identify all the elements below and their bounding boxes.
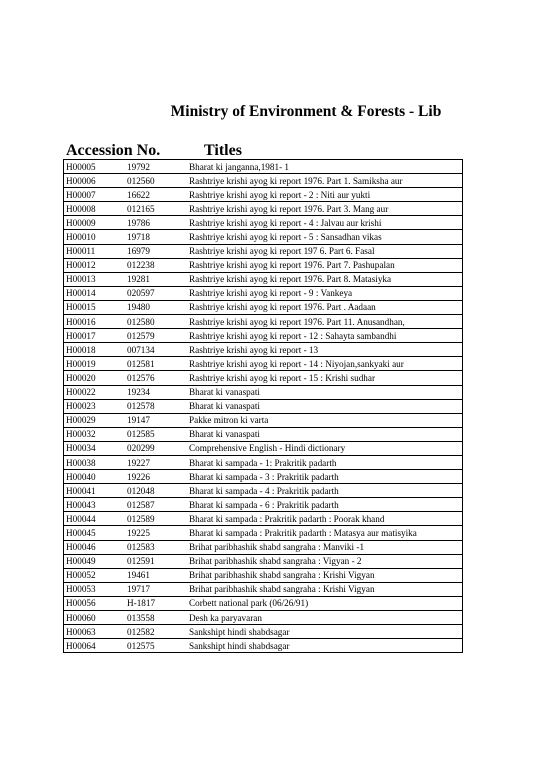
table-row — [64, 639, 463, 653]
table-row — [64, 160, 463, 174]
record-title: Rashtriye krishi ayog ki report - 13 — [183, 343, 463, 357]
record-code: H00064 — [64, 639, 125, 653]
record-code: H00017 — [64, 329, 125, 343]
accession-number: 19234 — [124, 385, 183, 399]
table-row — [64, 399, 463, 413]
accession-number: 19480 — [124, 300, 183, 314]
record-code: H00005 — [64, 160, 125, 174]
table-row — [64, 413, 463, 427]
table-row — [64, 484, 463, 498]
record-title: Bharat ki vanaspati — [183, 385, 463, 399]
table-row — [64, 315, 463, 329]
record-code: H00041 — [64, 484, 125, 498]
record-title: Rashtriye krishi ayog ki report 1976. Part 8. Matasiyka — [183, 272, 463, 286]
table-row — [64, 498, 463, 512]
accession-number: 16979 — [124, 244, 183, 258]
record-code: H00011 — [64, 244, 125, 258]
record-code: H00010 — [64, 230, 125, 244]
record-code: H00008 — [64, 202, 125, 216]
accession-number: 020299 — [124, 441, 183, 455]
accession-number: 012583 — [124, 540, 183, 554]
accession-number: 19147 — [124, 413, 183, 427]
record-code: H00020 — [64, 371, 125, 385]
accession-number: 19227 — [124, 455, 183, 469]
accession-number: 012578 — [124, 399, 183, 413]
table-row — [64, 357, 463, 371]
accession-number: 012589 — [124, 512, 183, 526]
record-code: H00046 — [64, 540, 125, 554]
table-row — [64, 526, 463, 540]
record-title: Rashtriye krishi ayog ki report - 14 : Niyojan,sankyaki aur — [183, 357, 463, 371]
record-title: Rashtriye krishi ayog ki report 1976. Part 7. Pashupalan — [183, 258, 463, 272]
table-row — [64, 371, 463, 385]
record-code: H00015 — [64, 300, 125, 314]
accession-number: 012576 — [124, 371, 183, 385]
table-row — [64, 441, 463, 455]
record-code: H00007 — [64, 188, 125, 202]
accession-number: 012579 — [124, 329, 183, 343]
accession-number: 007134 — [124, 343, 183, 357]
record-title: Rashtriye krishi ayog ki report - 5 : Sansadhan vikas — [183, 230, 463, 244]
record-title: Bharat ki sampada : Prakritik padarth : Poorak khand — [183, 512, 463, 526]
table-row — [64, 300, 463, 314]
table-row — [64, 427, 463, 441]
record-code: H00018 — [64, 343, 125, 357]
record-title: Rashtriye krishi ayog ki report - 4 : Jalvau aur krishi — [183, 216, 463, 230]
titles-header: Titles — [204, 142, 242, 159]
table-row — [64, 512, 463, 526]
record-title: Rashtriye krishi ayog ki report - 12 : Sahayta sambandhi — [183, 329, 463, 343]
record-title: Sankshipt hindi shabdsagar — [183, 639, 463, 653]
record-title: Bharat ki sampada - 6 : Prakritik padarth — [183, 498, 463, 512]
accession-number: 19717 — [124, 582, 183, 596]
record-title: Brihat paribhashik shabd sangraha : Vigyan - 2 — [183, 554, 463, 568]
record-title: Bharat ki sampada - 4 : Prakritik padarth — [183, 484, 463, 498]
record-code: H00053 — [64, 582, 125, 596]
record-title: Rashtriye krishi ayog ki report 1976. Part 3. Mang aur — [183, 202, 463, 216]
record-code: H00029 — [64, 413, 125, 427]
accession-number: 19792 — [124, 160, 183, 174]
record-code: H00044 — [64, 512, 125, 526]
record-code: H00006 — [64, 174, 125, 188]
accession-number: 012580 — [124, 315, 183, 329]
record-title: Bharat ki vanaspati — [183, 399, 463, 413]
table-row — [64, 272, 463, 286]
accession-number: 012165 — [124, 202, 183, 216]
accession-number: 020597 — [124, 286, 183, 300]
record-title: Bharat ki sampada : Prakritik padarth : Matasya aur matisyika — [183, 526, 463, 540]
accession-number: 012581 — [124, 357, 183, 371]
table-row — [64, 343, 463, 357]
record-title: Brihat paribhashik shabd sangraha : Krishi Vigyan — [183, 582, 463, 596]
record-code: H00049 — [64, 554, 125, 568]
table-row — [64, 244, 463, 258]
accession-number: H-1817 — [124, 596, 183, 610]
accession-number: 19226 — [124, 470, 183, 484]
accession-number: 19786 — [124, 216, 183, 230]
record-title: Bharat ki sampada - 1: Prakritik padarth — [183, 455, 463, 469]
record-code: H00009 — [64, 216, 125, 230]
record-title: Bharat ki vanaspati — [183, 427, 463, 441]
record-code: H00060 — [64, 611, 125, 625]
table-row — [64, 625, 463, 639]
record-title: Rashtriye krishi ayog ki report 1976. Part 11. Anusandhan, — [183, 315, 463, 329]
record-code: H00019 — [64, 357, 125, 371]
accession-number: 012587 — [124, 498, 183, 512]
record-title: Pakke mitron ki varta — [183, 413, 463, 427]
record-code: H00034 — [64, 441, 125, 455]
page-title: Ministry of Environment & Forests - Lib — [170, 103, 442, 120]
record-code: H00063 — [64, 625, 125, 639]
accession-number: 012585 — [124, 427, 183, 441]
accession-number: 013558 — [124, 611, 183, 625]
table-row — [64, 286, 463, 300]
table-row — [64, 174, 463, 188]
accession-number: 012582 — [124, 625, 183, 639]
accession-number: 012560 — [124, 174, 183, 188]
accession-number: 012048 — [124, 484, 183, 498]
record-title: Bharat ki sampada - 3 : Prakritik padarth — [183, 470, 463, 484]
record-code: H00045 — [64, 526, 125, 540]
record-title: Rashtriye krishi ayog ki report 1976. Part 1. Samiksha aur — [183, 174, 463, 188]
record-title: Sankshipt hindi shabdsagar — [183, 625, 463, 639]
record-title: Brihat paribhashik shabd sangraha : Krishi Vigyan — [183, 568, 463, 582]
table-row — [64, 188, 463, 202]
record-code: H00016 — [64, 315, 125, 329]
table-row — [64, 258, 463, 272]
table-row — [64, 470, 463, 484]
table-row — [64, 554, 463, 568]
table-row — [64, 582, 463, 596]
accession-number: 012575 — [124, 639, 183, 653]
table-row — [64, 202, 463, 216]
record-title: Corbett national park (06/26/91) — [183, 596, 463, 610]
record-title: Comprehensive English - Hindi dictionary — [183, 441, 463, 455]
record-code: H00038 — [64, 455, 125, 469]
accession-number: 19718 — [124, 230, 183, 244]
accession-header: Accession No. — [66, 142, 161, 159]
record-code: H00014 — [64, 286, 125, 300]
record-code: H00043 — [64, 498, 125, 512]
table-row — [64, 329, 463, 343]
record-title: Desh ka paryavaran — [183, 611, 463, 625]
table-row — [64, 385, 463, 399]
accession-number: 19281 — [124, 272, 183, 286]
table-row — [64, 596, 463, 610]
record-title: Rashtriye krishi ayog ki report 1976. Part . Aadaan — [183, 300, 463, 314]
accession-number: 16622 — [124, 188, 183, 202]
table-row — [64, 540, 463, 554]
table-row — [64, 230, 463, 244]
record-code: H00013 — [64, 272, 125, 286]
table-row — [64, 216, 463, 230]
record-title: Rashtriye krishi ayog ki report - 9 : Vankeya — [183, 286, 463, 300]
accession-number: 012591 — [124, 554, 183, 568]
record-code: H00022 — [64, 385, 125, 399]
record-code: H00023 — [64, 399, 125, 413]
record-title: Brihat paribhashik shabd sangraha : Manviki -1 — [183, 540, 463, 554]
record-code: H00052 — [64, 568, 125, 582]
accession-number: 19225 — [124, 526, 183, 540]
table-row — [64, 568, 463, 582]
record-title: Rashtriye krishi ayog ki report - 15 : Krishi sudhar — [183, 371, 463, 385]
accession-number: 19461 — [124, 568, 183, 582]
record-title: Rashtriye krishi ayog ki report - 2 : Niti aur yukti — [183, 188, 463, 202]
record-code: H00040 — [64, 470, 125, 484]
table-row — [64, 611, 463, 625]
record-title: Rashtriye krishi ayog ki report 197 6. Part 6. Fasal — [183, 244, 463, 258]
record-code: H00032 — [64, 427, 125, 441]
record-code: H00012 — [64, 258, 125, 272]
record-title: Bharat ki janganna,1981- 1 — [183, 160, 463, 174]
table-row — [64, 455, 463, 469]
records-table — [63, 159, 463, 653]
record-code: H00056 — [64, 596, 125, 610]
accession-number: 012238 — [124, 258, 183, 272]
